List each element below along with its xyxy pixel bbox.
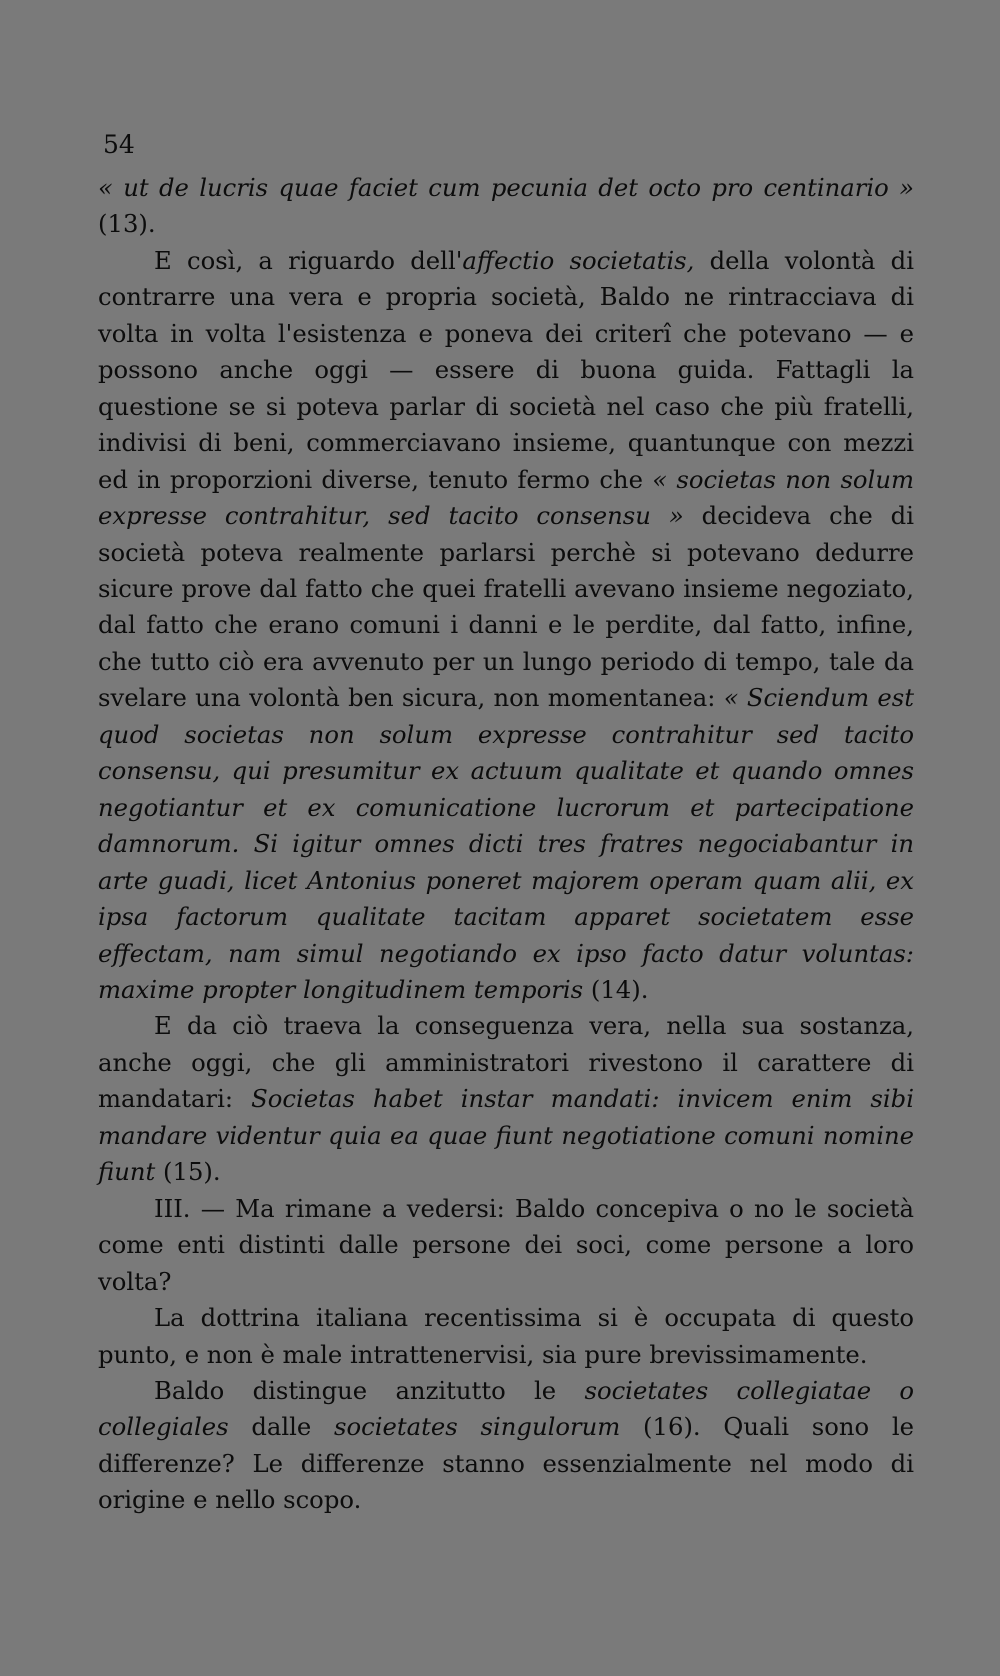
text-run-italic: affectio societatis, (462, 245, 695, 275)
text-run: La dottrina italiana recentissima si è occupata di questo punto, e non è male intrattenervisi, sia pure brevissimamente. (98, 1303, 914, 1369)
body-text (98, 170, 914, 1519)
text-run: E da ciò traeva la conseguenza vera, nella sua sostanza, anche oggi, che gli amministratori rivestono il carattere di mandatari: (98, 1011, 914, 1114)
text-run-italic: « societas non solum expresse contrahitur, sed tacito consensu » (98, 464, 915, 531)
text-run-italic: Societas habet instar mandati: invicem enim sibi mandare videntur quia ea quae fiunt negotiatione comuni nomine fiunt (98, 1084, 914, 1187)
text-run: E così, a riguardo dell' (154, 245, 463, 275)
text-run: Baldo distingue anzitutto le (154, 1375, 585, 1405)
text-run-italic: societates collegiatae o collegiales (98, 1375, 914, 1442)
text-run: della volontà di contrarre una vera e propria società, Baldo ne rintracciava di volta in volta l'esistenza e poneva dei criterî che potevano — e possono anche oggi — essere di buona guida. Fattagli la questione se si poteva parlar di società nel caso che più fratelli, indivisi di beni, commerciavano insieme, quantunque con mezzi ed in proporzioni diverse, tenuto fermo che (98, 245, 914, 494)
page-number: 54 (103, 130, 135, 159)
paragraph (98, 1191, 914, 1300)
text-run: (16). Quali sono le differenze? Le differenze stanno essenzialmente nel modo di origine e nello scopo. (98, 1412, 915, 1515)
text-run: (13). (98, 209, 156, 239)
text-run: (14). (583, 974, 649, 1004)
paragraph (98, 1008, 914, 1190)
text-run-italic: societates singulorum (334, 1412, 621, 1442)
paragraph (98, 1300, 914, 1373)
text-run: III. — Ma rimane a vedersi: Baldo concepiva o no le società come enti distinti dalle persone dei soci, come persone a loro volta? (98, 1193, 914, 1296)
text-run: dalle (228, 1412, 335, 1442)
paragraph (98, 1373, 914, 1519)
paragraph (98, 170, 914, 243)
text-run: decideva che di società poteva realmente parlarsi perchè si potevano dedurre sicure prove dal fatto che quei fratelli avevano insieme negoziato, dal fatto che erano comuni i danni e le perdite, dal fatto, infine, che tutto ciò era avvenuto per un lungo periodo di tempo, tale da svelare una volontà ben sicura, non momentanea: (98, 501, 914, 713)
paragraph (98, 243, 914, 1009)
text-run-italic: « Sciendum est quod societas non solum expresse contrahitur sed tacito consensu, qui presumitur ex actuum qualitate et quando omnes negotiantur et ex comunicatione lucrorum et partecipatione damnorum. Si igitur omnes dicti tres fratres negociabantur in arte guadi, licet Antonius poneret majorem operam quam alii, ex ipsa factorum qualitate tacitam apparet societatem esse effectam, nam simul negotiando ex ipso facto datur voluntas: maxime propter longitudinem temporis (98, 683, 915, 1004)
text-run-italic: « ut de lucris quae faciet cum pecunia det octo pro centinario » (98, 173, 914, 202)
text-run: (15). (155, 1157, 221, 1187)
